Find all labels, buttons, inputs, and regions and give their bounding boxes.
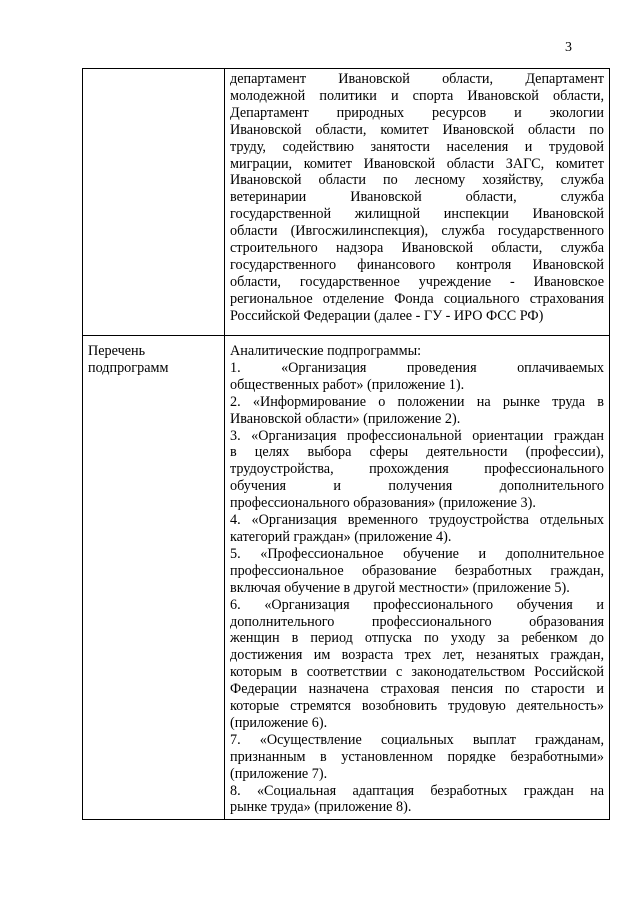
text-line: молодежной политики и спорта Ивановской области, bbox=[230, 87, 604, 104]
page-number: 3 bbox=[565, 40, 572, 55]
executors-text bbox=[230, 71, 604, 325]
text-line: Федерации назначена страховая пенсия по старости и bbox=[230, 681, 604, 698]
table-row bbox=[83, 69, 610, 336]
text-line: профессионального образования» (приложение 3). bbox=[230, 495, 536, 512]
text-line: признанным в установленном порядке безработными» bbox=[230, 748, 604, 765]
row-label-line: Перечень bbox=[88, 343, 146, 359]
text-line: Аналитические подпрограммы: bbox=[230, 343, 422, 359]
text-line: 2. «Информирование о положении на рынке труда в bbox=[230, 393, 604, 410]
table-row bbox=[83, 336, 610, 820]
text-line: 4. «Организация временного трудоустройства отдельных bbox=[230, 512, 604, 529]
subprogram-item bbox=[230, 512, 604, 546]
text-line: 8. «Социальная адаптация безработных граждан на bbox=[230, 782, 604, 799]
text-line: (приложение 6). bbox=[230, 714, 328, 731]
text-line: департамент Ивановской области, Департамент bbox=[230, 71, 604, 87]
subprogram-item bbox=[230, 783, 604, 817]
text-line: 1. «Организация проведения оплачиваемых bbox=[230, 359, 604, 376]
text-line: включая обучение в другой местности» (приложение 5). bbox=[230, 579, 570, 596]
text-line: трудоустройства, прохождения профессионального bbox=[230, 461, 604, 478]
text-line: рынке труда» (приложение 8). bbox=[230, 799, 412, 816]
text-line: (приложение 7). bbox=[230, 765, 328, 782]
text-line: в целях выбора сферы деятельности (профессии), bbox=[230, 444, 604, 461]
subprograms-cell bbox=[225, 336, 610, 820]
text-line: общественных работ» (приложение 1). bbox=[230, 376, 465, 393]
text-line: Ивановской области» (приложение 2). bbox=[230, 410, 461, 427]
row-label-cell bbox=[83, 69, 225, 336]
subprograms-list bbox=[230, 343, 604, 816]
text-line: обучения и получения дополнительного bbox=[230, 478, 604, 495]
text-line: ветеринарии Ивановской области, служба bbox=[230, 189, 604, 206]
text-line: 5. «Профессиональное обучение и дополнительное bbox=[230, 545, 604, 562]
text-line: категорий граждан» (приложение 4). bbox=[230, 528, 452, 545]
text-line: 6. «Организация профессионального обучения и bbox=[230, 596, 604, 613]
text-line: государственной жилищной инспекции Ивановской bbox=[230, 206, 604, 223]
text-line: Российской Федерации (далее - ГУ - ИРО ФСС РФ) bbox=[230, 307, 544, 324]
text-line: профессиональное образование безработных граждан, bbox=[230, 562, 604, 579]
text-line: женщин в период отпуска по уходу за ребенком до bbox=[230, 630, 604, 647]
subprogram-item bbox=[230, 360, 604, 394]
row-label-line: подпрограмм bbox=[88, 359, 169, 376]
text-line: строительного надзора Ивановской области, служба bbox=[230, 240, 604, 257]
text-line: 3. «Организация профессиональной ориентации граждан bbox=[230, 427, 604, 444]
text-line: области, государственное учреждение - Ивановское bbox=[230, 273, 604, 290]
subprograms-heading bbox=[230, 343, 604, 360]
text-line: Ивановской области по лесному хозяйству, служба bbox=[230, 172, 604, 189]
text-line: труду, содействию занятости населения и трудовой bbox=[230, 138, 604, 155]
text-line: области (Ивгосжилинспекция), служба государственного bbox=[230, 223, 604, 240]
text-line: миграции, комитет Ивановской области ЗАГС, комитет bbox=[230, 155, 604, 172]
subprogram-item bbox=[230, 428, 604, 513]
text-line: 7. «Осуществление социальных выплат гражданам, bbox=[230, 731, 604, 748]
text-line: Департамент природных ресурсов и экологии bbox=[230, 104, 604, 121]
text-line: которые стремятся возобновить трудовую деятельность» bbox=[230, 698, 604, 715]
subprogram-item bbox=[230, 597, 604, 732]
program-passport-table bbox=[82, 68, 610, 820]
text-line: Ивановской области, комитет Ивановской области по bbox=[230, 121, 604, 138]
text-line: достижения им возраста трех лет, незанятых граждан, bbox=[230, 647, 604, 664]
subprogram-item bbox=[230, 732, 604, 783]
subprogram-item bbox=[230, 394, 604, 428]
text-line: дополнительного профессионального образования bbox=[230, 613, 604, 630]
text-line: которым в соответствии с законодательством Российской bbox=[230, 664, 604, 681]
subprogram-item bbox=[230, 546, 604, 597]
row-label-cell bbox=[83, 336, 225, 820]
text-line: государственного финансового контроля Ивановской bbox=[230, 256, 604, 273]
text-line: региональное отделение Фонда социального страхования bbox=[230, 290, 604, 307]
executors-cell bbox=[225, 69, 610, 336]
